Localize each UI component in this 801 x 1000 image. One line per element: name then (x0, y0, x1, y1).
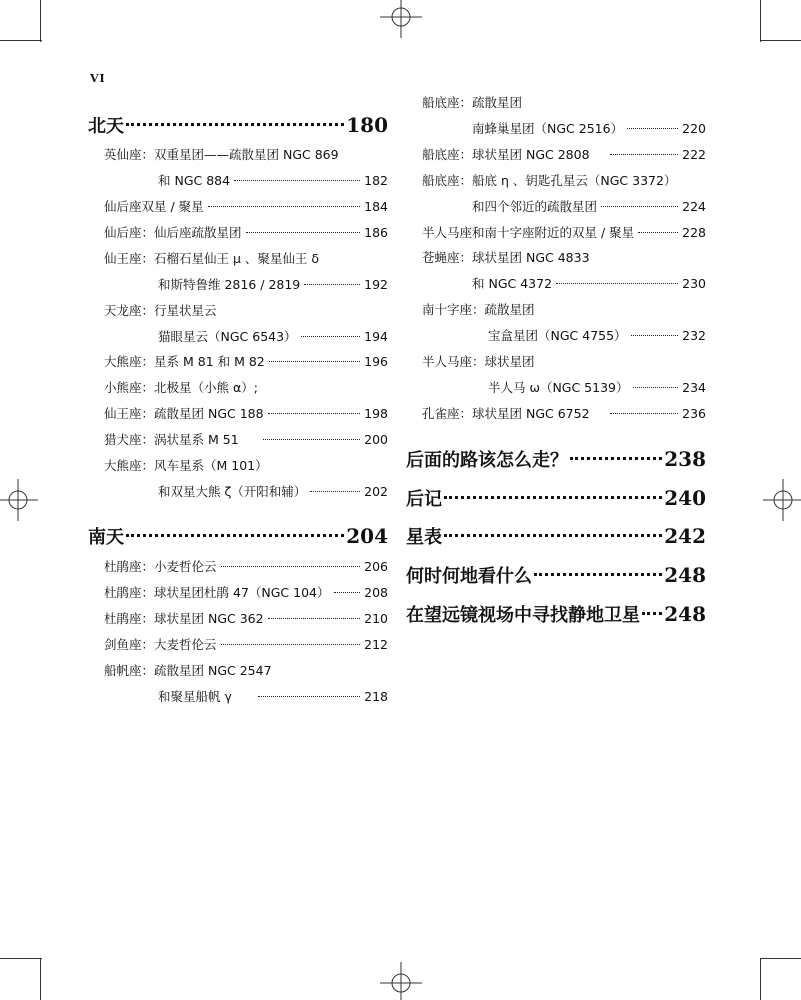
entry-page: 192 (364, 277, 388, 292)
crop-mark (40, 958, 41, 1000)
toc-entry[interactable] (104, 250, 388, 268)
toc-entry[interactable] (158, 688, 388, 706)
leader-dots (534, 573, 662, 576)
leader-dots (310, 491, 360, 492)
toc-entry[interactable] (104, 353, 388, 371)
entry-page: 202 (364, 484, 388, 499)
entry-label: 杜鹃座： (104, 585, 155, 600)
toc-entry[interactable] (158, 328, 388, 346)
toc-section-south-sky[interactable] (88, 523, 388, 549)
entry-text: 和斯特鲁维 2816 / 2819 (158, 277, 301, 292)
section-page: 248 (664, 563, 706, 587)
toc-entry[interactable] (472, 198, 706, 216)
entry-label: 杜鹃座： (104, 611, 155, 626)
entry-label: 英仙座： (104, 147, 155, 162)
toc-entry[interactable] (104, 224, 388, 242)
leader-dots (126, 123, 344, 126)
toc-entry[interactable] (422, 94, 706, 112)
entry-page: 186 (364, 225, 388, 240)
leader-dots (268, 413, 360, 414)
leader-dots (208, 206, 360, 207)
entry-label: 苍蝇座： (422, 250, 473, 265)
section-title: 北天 (88, 116, 124, 137)
entry-text: 疏散星团 NGC 188 (154, 406, 264, 421)
entry-text: 石榴石星仙王 μ 、聚星仙王 δ (154, 251, 320, 266)
entry-page: 224 (682, 199, 706, 214)
toc-entry[interactable] (104, 584, 388, 602)
crop-mark (0, 40, 42, 41)
entry-text: 球状星团 NGC 2808 (472, 147, 590, 162)
entry-page: 220 (682, 121, 706, 136)
toc-entry[interactable] (104, 636, 388, 654)
entry-label: 船帆座： (104, 663, 155, 678)
leader-dots (642, 612, 662, 615)
toc-entry[interactable] (422, 405, 706, 423)
leader-dots (627, 128, 678, 129)
entry-text: 疏散星团 NGC 2547 (154, 663, 272, 678)
section-title: 后记 (406, 489, 442, 510)
leader-dots (610, 154, 678, 155)
leader-dots (269, 361, 360, 362)
toc-section-whats-next[interactable] (406, 446, 706, 472)
entry-page: 212 (364, 637, 388, 652)
crop-mark (760, 958, 761, 1000)
entry-page: 230 (682, 276, 706, 291)
toc-entry[interactable] (104, 405, 388, 423)
entry-text: 球状星团 NGC 4833 (472, 250, 590, 265)
toc-section-satellites[interactable] (406, 601, 706, 627)
section-page: 180 (346, 113, 388, 137)
toc-section-when-where[interactable] (406, 562, 706, 588)
entry-page: 208 (364, 585, 388, 600)
toc-entry[interactable] (158, 276, 388, 294)
leader-dots (638, 232, 678, 233)
entry-label: 猎犬座： (104, 432, 155, 447)
crop-mark (760, 40, 801, 41)
entry-label: 南十字座： (422, 302, 485, 317)
entry-text: 和聚星船帆 γ (158, 689, 232, 704)
toc-entry[interactable] (422, 301, 706, 319)
leader-dots (631, 335, 678, 336)
leader-dots (444, 496, 662, 499)
entry-page: 210 (364, 611, 388, 626)
section-page: 238 (664, 447, 706, 471)
entry-page: 198 (364, 406, 388, 421)
leader-dots (126, 534, 344, 537)
toc-entry[interactable] (422, 249, 706, 267)
leader-dots (221, 566, 360, 567)
entry-label: 船底座： (422, 147, 473, 162)
toc-entry[interactable] (472, 120, 706, 138)
entry-page: 184 (364, 199, 388, 214)
leader-dots (633, 387, 679, 388)
toc-entry[interactable] (488, 379, 706, 397)
entry-label: 大熊座： (104, 458, 155, 473)
section-title: 在望远镜视场中寻找静地卫星 (406, 605, 640, 626)
crop-mark (760, 958, 801, 959)
entry-page: 206 (364, 559, 388, 574)
entry-page: 236 (682, 406, 706, 421)
entry-text: 风车星系（M 101） (154, 458, 268, 473)
toc-right-column (406, 0, 706, 1000)
toc-left-column (88, 0, 388, 1000)
toc-entry[interactable] (104, 198, 388, 216)
crop-mark (0, 958, 42, 959)
toc-entry[interactable] (422, 146, 706, 164)
entry-text: 小麦哲伦云 (154, 559, 217, 574)
entry-text: 南蜂巢星团（NGC 2516） (472, 121, 624, 136)
entry-text: 仙后座疏散星团 (154, 225, 242, 240)
entry-page: 182 (364, 173, 388, 188)
toc-entry[interactable] (422, 172, 706, 190)
registration-mark-icon (0, 479, 38, 521)
toc-section-afterword[interactable] (406, 485, 706, 511)
leader-dots (334, 592, 361, 593)
toc-entry[interactable] (104, 302, 388, 320)
entry-text: 仙后座双星 / 聚星 (104, 199, 204, 214)
entry-text: 大麦哲伦云 (154, 637, 217, 652)
toc-entry[interactable] (422, 353, 706, 371)
section-title: 星表 (406, 527, 442, 548)
entry-page: 234 (682, 380, 706, 395)
leader-dots (246, 232, 360, 233)
leader-dots (258, 696, 360, 697)
section-page: 248 (664, 602, 706, 626)
entry-text: 宝盒星团（NGC 4755） (488, 328, 627, 343)
entry-page: 232 (682, 328, 706, 343)
toc-section-north-sky[interactable] (88, 112, 388, 138)
entry-text: 球状星团 NGC 362 (154, 611, 264, 626)
entry-label: 仙王座： (104, 251, 155, 266)
entry-label: 船底座： (422, 173, 473, 188)
leader-dots (610, 413, 678, 414)
entry-text: 双重星团——疏散星团 NGC 869 (154, 147, 339, 162)
entry-label: 仙王座： (104, 406, 155, 421)
toc-entry[interactable] (158, 172, 388, 190)
section-page: 240 (664, 486, 706, 510)
leader-dots (444, 534, 662, 537)
entry-text: 行星状星云 (154, 303, 217, 318)
registration-mark-icon (763, 479, 801, 521)
toc-entry[interactable] (422, 224, 706, 242)
crop-mark (40, 0, 41, 42)
entry-page: 196 (364, 354, 388, 369)
entry-label: 剑鱼座： (104, 637, 155, 652)
leader-dots (556, 283, 678, 284)
section-page: 242 (664, 524, 706, 548)
entry-label: 半人马座： (422, 354, 485, 369)
entry-text: 和四个邻近的疏散星团 (472, 199, 598, 214)
toc-entry[interactable] (104, 457, 388, 475)
entry-text: 球状星团 NGC 6752 (472, 406, 590, 421)
entry-text: 北极星（小熊 α）; (154, 380, 258, 395)
toc-entry[interactable] (104, 431, 388, 449)
entry-label: 仙后座： (104, 225, 155, 240)
section-title: 南天 (88, 527, 124, 548)
leader-dots (304, 284, 360, 285)
toc-entry[interactable] (104, 610, 388, 628)
entry-page: 228 (682, 225, 706, 240)
entry-text: 半人马 ω（NGC 5139） (488, 380, 629, 395)
toc-entry[interactable] (104, 662, 388, 680)
entry-label: 天龙座： (104, 303, 155, 318)
entry-page: 194 (364, 329, 388, 344)
entry-text: 球状星团杜鹃 47（NGC 104） (154, 585, 330, 600)
toc-entry[interactable] (472, 275, 706, 293)
entry-text: 和双星大熊 ζ（开阳和辅） (158, 484, 307, 499)
toc-entry[interactable] (104, 379, 388, 397)
toc-entry[interactable] (488, 327, 706, 345)
entry-label: 孔雀座： (422, 406, 473, 421)
entry-text: 球状星团 (484, 354, 535, 369)
toc-entry[interactable] (104, 146, 388, 164)
entry-text: 半人马座和南十字座附近的双星 / 聚星 (422, 225, 635, 240)
entry-text: 涡状星系 M 51 (154, 432, 239, 447)
crop-mark (760, 0, 761, 42)
entry-text: 船底 η 、钥匙孔星云（NGC 3372） (472, 173, 677, 188)
page-number: VI (90, 72, 106, 85)
leader-dots (301, 336, 360, 337)
entry-text: 疏散星团 (472, 95, 523, 110)
entry-label: 杜鹃座： (104, 559, 155, 574)
entry-text: 和 NGC 884 (158, 173, 231, 188)
toc-entry[interactable] (104, 558, 388, 576)
section-title: 何时何地看什么 (406, 566, 532, 587)
leader-dots (221, 644, 360, 645)
leader-dots (263, 439, 360, 440)
toc-entry[interactable] (158, 483, 388, 501)
entry-label: 大熊座： (104, 354, 155, 369)
section-page: 204 (346, 524, 388, 548)
entry-page: 222 (682, 147, 706, 162)
entry-text: 和 NGC 4372 (472, 276, 553, 291)
entry-label: 船底座： (422, 95, 473, 110)
entry-page: 218 (364, 689, 388, 704)
leader-dots (268, 618, 360, 619)
entry-page: 200 (364, 432, 388, 447)
leader-dots (601, 206, 678, 207)
entry-text: 星系 M 81 和 M 82 (154, 354, 265, 369)
leader-dots (570, 457, 662, 460)
section-title: 后面的路该怎么走？ (406, 450, 568, 471)
entry-text: 猫眼星云（NGC 6543） (158, 329, 297, 344)
toc-section-star-tables[interactable] (406, 523, 706, 549)
leader-dots (234, 180, 360, 181)
entry-text: 疏散星团 (484, 302, 535, 317)
entry-label: 小熊座： (104, 380, 155, 395)
